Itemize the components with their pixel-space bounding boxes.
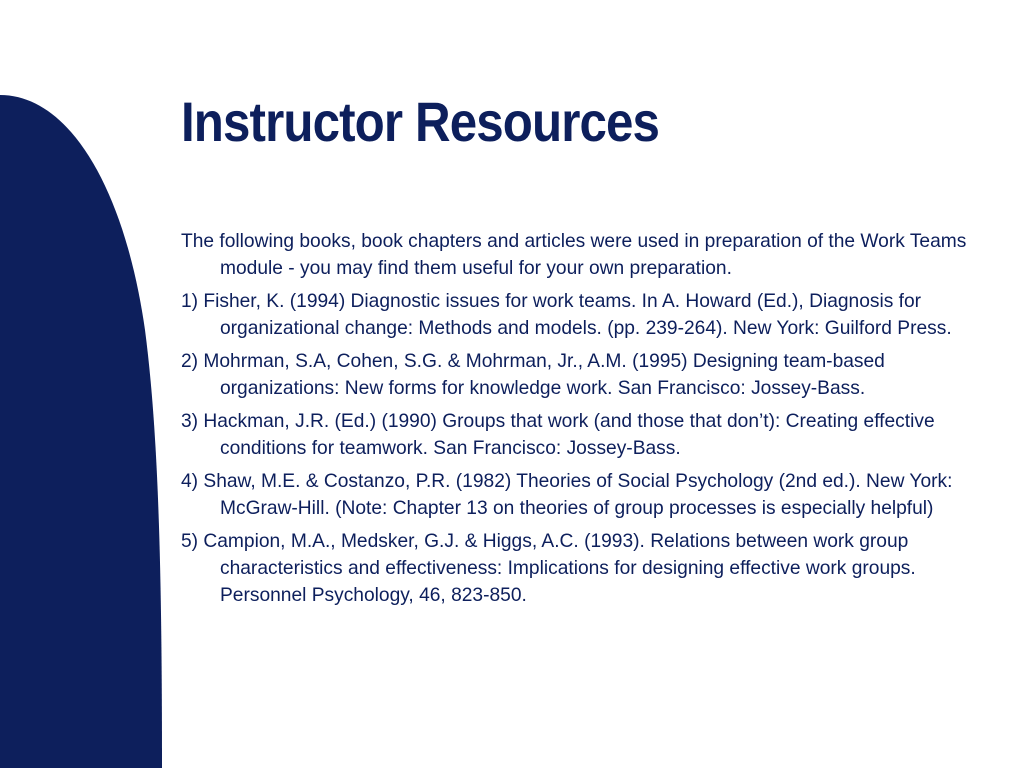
reference-list — [181, 228, 996, 615]
reference-item-3: 3) Hackman, J.R. (Ed.) (1990) Groups that work (and those that don’t): Creating effective conditions for teamwork. San Francisco: Jossey-Bass. — [181, 411, 935, 459]
slide-title: Instructor Resources — [181, 90, 660, 153]
intro-paragraph: The following books, book chapters and articles were used in preparation of the Work Teams module - you may find them useful for your own preparation. — [181, 231, 967, 279]
decorative-side-shape — [0, 0, 170, 768]
reference-item-1: 1) Fisher, K. (1994) Diagnostic issues for work teams. In A. Howard (Ed.), Diagnosis for organizational change: Methods and models. (pp. 239-264). New York: Guilford Press. — [181, 291, 952, 339]
reference-item-4: 4) Shaw, M.E. & Costanzo, P.R. (1982) Theories of Social Psychology (2nd ed.). New York: McGraw-Hill. (Note: Chapter 13 on theories of group processes is especially helpful) — [181, 471, 953, 519]
reference-item-2: 2) Mohrman, S.A, Cohen, S.G. & Mohrman, Jr., A.M. (1995) Designing team-based organizations: New forms for knowledge work. San Francisco: Jossey-Bass. — [181, 351, 885, 399]
reference-item-5: 5) Campion, M.A., Medsker, G.J. & Higgs, A.C. (1993). Relations between work group characteristics and effectiveness: Implications for designing effective work groups. Personnel Psychology, 46, 823-850. — [181, 531, 916, 606]
